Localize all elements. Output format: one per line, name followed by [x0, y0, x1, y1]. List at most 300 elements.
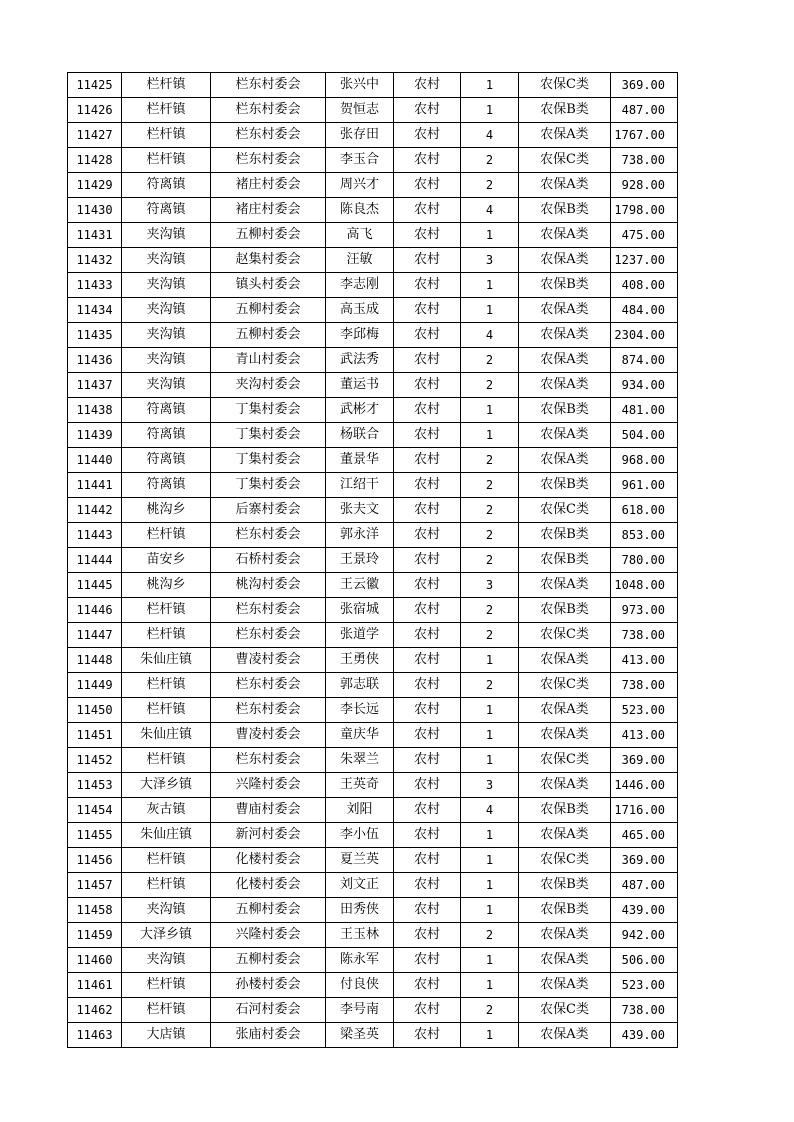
- cell-count: 1: [461, 698, 519, 723]
- cell-id: 11433: [68, 273, 122, 298]
- cell-area: 农村: [394, 148, 461, 173]
- table-row: [68, 873, 678, 898]
- table-row: [68, 498, 678, 523]
- cell-category: 农保C类: [519, 748, 611, 773]
- cell-name: 王云徽: [326, 573, 394, 598]
- cell-name: 付良侠: [326, 973, 394, 998]
- cell-amount: 523.00: [611, 698, 678, 723]
- cell-id: 11446: [68, 598, 122, 623]
- cell-village: 栏东村委会: [211, 148, 326, 173]
- table-row: [68, 948, 678, 973]
- cell-category: 农保B类: [519, 523, 611, 548]
- cell-count: 2: [461, 448, 519, 473]
- cell-category: 农保B类: [519, 548, 611, 573]
- cell-count: 1: [461, 73, 519, 98]
- cell-town: 夹沟镇: [122, 323, 211, 348]
- cell-town: 符离镇: [122, 448, 211, 473]
- cell-count: 2: [461, 623, 519, 648]
- cell-id: 11430: [68, 198, 122, 223]
- cell-count: 2: [461, 373, 519, 398]
- cell-name: 张存田: [326, 123, 394, 148]
- cell-amount: 1237.00: [611, 248, 678, 273]
- cell-amount: 484.00: [611, 298, 678, 323]
- cell-category: 农保A类: [519, 648, 611, 673]
- cell-category: 农保B类: [519, 473, 611, 498]
- table-row: [68, 123, 678, 148]
- cell-town: 栏杆镇: [122, 998, 211, 1023]
- subsidy-table: [67, 72, 678, 1048]
- cell-area: 农村: [394, 548, 461, 573]
- table-row: [68, 73, 678, 98]
- cell-area: 农村: [394, 423, 461, 448]
- cell-id: 11441: [68, 473, 122, 498]
- cell-town: 栏杆镇: [122, 673, 211, 698]
- cell-category: 农保A类: [519, 973, 611, 998]
- table-row: [68, 223, 678, 248]
- cell-count: 4: [461, 198, 519, 223]
- table-row: [68, 598, 678, 623]
- cell-village: 丁集村委会: [211, 473, 326, 498]
- cell-id: 11440: [68, 448, 122, 473]
- cell-category: 农保A类: [519, 348, 611, 373]
- cell-count: 2: [461, 998, 519, 1023]
- cell-category: 农保A类: [519, 248, 611, 273]
- cell-amount: 413.00: [611, 648, 678, 673]
- cell-count: 2: [461, 148, 519, 173]
- cell-area: 农村: [394, 273, 461, 298]
- cell-village: 桃沟村委会: [211, 573, 326, 598]
- table-row: [68, 823, 678, 848]
- cell-amount: 523.00: [611, 973, 678, 998]
- cell-count: 1: [461, 823, 519, 848]
- table-row: [68, 723, 678, 748]
- cell-name: 陈永军: [326, 948, 394, 973]
- cell-amount: 465.00: [611, 823, 678, 848]
- cell-category: 农保A类: [519, 423, 611, 448]
- cell-area: 农村: [394, 498, 461, 523]
- table-row: [68, 473, 678, 498]
- cell-village: 曹凌村委会: [211, 723, 326, 748]
- cell-village: 褚庄村委会: [211, 198, 326, 223]
- cell-name: 张夫文: [326, 498, 394, 523]
- cell-amount: 369.00: [611, 848, 678, 873]
- cell-town: 桃沟乡: [122, 573, 211, 598]
- cell-town: 夹沟镇: [122, 248, 211, 273]
- cell-category: 农保A类: [519, 923, 611, 948]
- cell-category: 农保C类: [519, 848, 611, 873]
- cell-area: 农村: [394, 173, 461, 198]
- cell-count: 3: [461, 573, 519, 598]
- table-row: [68, 98, 678, 123]
- cell-name: 王勇侠: [326, 648, 394, 673]
- cell-area: 农村: [394, 598, 461, 623]
- cell-village: 新河村委会: [211, 823, 326, 848]
- cell-count: 2: [461, 548, 519, 573]
- cell-amount: 968.00: [611, 448, 678, 473]
- cell-amount: 618.00: [611, 498, 678, 523]
- cell-id: 11427: [68, 123, 122, 148]
- cell-town: 栏杆镇: [122, 698, 211, 723]
- table-row: [68, 623, 678, 648]
- cell-category: 农保B类: [519, 798, 611, 823]
- cell-id: 11460: [68, 948, 122, 973]
- cell-count: 2: [461, 173, 519, 198]
- table-row: [68, 198, 678, 223]
- cell-amount: 780.00: [611, 548, 678, 573]
- cell-town: 栏杆镇: [122, 623, 211, 648]
- cell-town: 夹沟镇: [122, 348, 211, 373]
- cell-name: 杨联合: [326, 423, 394, 448]
- cell-village: 化楼村委会: [211, 873, 326, 898]
- table-row: [68, 398, 678, 423]
- cell-village: 夹沟村委会: [211, 373, 326, 398]
- cell-village: 丁集村委会: [211, 398, 326, 423]
- table-row: [68, 273, 678, 298]
- table-body: [68, 73, 678, 1048]
- cell-category: 农保A类: [519, 948, 611, 973]
- cell-amount: 942.00: [611, 923, 678, 948]
- cell-category: 农保A类: [519, 773, 611, 798]
- cell-category: 农保B类: [519, 198, 611, 223]
- cell-amount: 504.00: [611, 423, 678, 448]
- cell-town: 符离镇: [122, 423, 211, 448]
- cell-amount: 738.00: [611, 998, 678, 1023]
- cell-category: 农保B类: [519, 98, 611, 123]
- cell-town: 符离镇: [122, 198, 211, 223]
- cell-count: 2: [461, 348, 519, 373]
- cell-village: 兴隆村委会: [211, 923, 326, 948]
- cell-name: 李邱梅: [326, 323, 394, 348]
- cell-id: 11463: [68, 1023, 122, 1048]
- cell-amount: 475.00: [611, 223, 678, 248]
- cell-category: 农保A类: [519, 698, 611, 723]
- cell-id: 11459: [68, 923, 122, 948]
- cell-area: 农村: [394, 973, 461, 998]
- table-row: [68, 973, 678, 998]
- cell-area: 农村: [394, 648, 461, 673]
- cell-area: 农村: [394, 223, 461, 248]
- cell-village: 五柳村委会: [211, 898, 326, 923]
- cell-amount: 1798.00: [611, 198, 678, 223]
- cell-count: 2: [461, 523, 519, 548]
- cell-village: 石桥村委会: [211, 548, 326, 573]
- cell-name: 郭永洋: [326, 523, 394, 548]
- table-row: [68, 298, 678, 323]
- cell-category: 农保A类: [519, 123, 611, 148]
- cell-village: 栏东村委会: [211, 598, 326, 623]
- cell-amount: 1446.00: [611, 773, 678, 798]
- cell-id: 11445: [68, 573, 122, 598]
- table-row: [68, 798, 678, 823]
- cell-area: 农村: [394, 448, 461, 473]
- cell-count: 1: [461, 98, 519, 123]
- cell-id: 11447: [68, 623, 122, 648]
- cell-town: 符离镇: [122, 473, 211, 498]
- cell-count: 4: [461, 123, 519, 148]
- cell-village: 兴隆村委会: [211, 773, 326, 798]
- cell-id: 11444: [68, 548, 122, 573]
- cell-id: 11432: [68, 248, 122, 273]
- cell-category: 农保C类: [519, 673, 611, 698]
- cell-town: 大泽乡镇: [122, 923, 211, 948]
- cell-id: 11461: [68, 973, 122, 998]
- cell-name: 王玉林: [326, 923, 394, 948]
- cell-village: 丁集村委会: [211, 448, 326, 473]
- cell-town: 朱仙庄镇: [122, 648, 211, 673]
- cell-village: 栏东村委会: [211, 623, 326, 648]
- table-row: [68, 548, 678, 573]
- cell-name: 贺恒志: [326, 98, 394, 123]
- cell-village: 后寨村委会: [211, 498, 326, 523]
- cell-amount: 738.00: [611, 673, 678, 698]
- cell-name: 董景华: [326, 448, 394, 473]
- cell-count: 1: [461, 648, 519, 673]
- cell-category: 农保A类: [519, 573, 611, 598]
- cell-village: 青山村委会: [211, 348, 326, 373]
- cell-village: 五柳村委会: [211, 323, 326, 348]
- cell-area: 农村: [394, 98, 461, 123]
- table-row: [68, 898, 678, 923]
- cell-count: 1: [461, 973, 519, 998]
- table-row: [68, 1023, 678, 1048]
- cell-name: 李志刚: [326, 273, 394, 298]
- cell-name: 李小伍: [326, 823, 394, 848]
- cell-id: 11458: [68, 898, 122, 923]
- cell-town: 朱仙庄镇: [122, 723, 211, 748]
- cell-amount: 973.00: [611, 598, 678, 623]
- cell-amount: 369.00: [611, 748, 678, 773]
- cell-area: 农村: [394, 698, 461, 723]
- cell-town: 栏杆镇: [122, 148, 211, 173]
- cell-amount: 961.00: [611, 473, 678, 498]
- cell-count: 1: [461, 898, 519, 923]
- cell-id: 11449: [68, 673, 122, 698]
- cell-town: 夹沟镇: [122, 373, 211, 398]
- cell-category: 农保B类: [519, 598, 611, 623]
- cell-count: 1: [461, 873, 519, 898]
- cell-area: 农村: [394, 623, 461, 648]
- cell-village: 丁集村委会: [211, 423, 326, 448]
- cell-category: 农保B类: [519, 273, 611, 298]
- cell-area: 农村: [394, 198, 461, 223]
- cell-village: 化楼村委会: [211, 848, 326, 873]
- cell-area: 农村: [394, 123, 461, 148]
- cell-village: 褚庄村委会: [211, 173, 326, 198]
- cell-name: 张兴中: [326, 73, 394, 98]
- cell-id: 11426: [68, 98, 122, 123]
- cell-area: 农村: [394, 723, 461, 748]
- cell-name: 董运书: [326, 373, 394, 398]
- cell-town: 夹沟镇: [122, 298, 211, 323]
- cell-category: 农保A类: [519, 723, 611, 748]
- cell-name: 童庆华: [326, 723, 394, 748]
- cell-name: 陈良杰: [326, 198, 394, 223]
- cell-area: 农村: [394, 523, 461, 548]
- cell-area: 农村: [394, 798, 461, 823]
- cell-category: 农保A类: [519, 223, 611, 248]
- cell-id: 11462: [68, 998, 122, 1023]
- cell-town: 桃沟乡: [122, 498, 211, 523]
- cell-village: 曹凌村委会: [211, 648, 326, 673]
- table-row: [68, 848, 678, 873]
- cell-town: 栏杆镇: [122, 98, 211, 123]
- cell-id: 11451: [68, 723, 122, 748]
- cell-village: 栏东村委会: [211, 73, 326, 98]
- cell-area: 农村: [394, 473, 461, 498]
- cell-count: 2: [461, 598, 519, 623]
- cell-area: 农村: [394, 398, 461, 423]
- cell-town: 栏杆镇: [122, 73, 211, 98]
- cell-amount: 738.00: [611, 623, 678, 648]
- cell-name: 李玉合: [326, 148, 394, 173]
- cell-amount: 853.00: [611, 523, 678, 548]
- cell-village: 石河村委会: [211, 998, 326, 1023]
- cell-count: 1: [461, 723, 519, 748]
- cell-town: 栏杆镇: [122, 123, 211, 148]
- table-row: [68, 373, 678, 398]
- cell-id: 11431: [68, 223, 122, 248]
- cell-name: 高飞: [326, 223, 394, 248]
- table-row: [68, 648, 678, 673]
- table-row: [68, 523, 678, 548]
- cell-town: 苗安乡: [122, 548, 211, 573]
- cell-name: 张道学: [326, 623, 394, 648]
- cell-category: 农保C类: [519, 148, 611, 173]
- cell-count: 1: [461, 223, 519, 248]
- cell-name: 王英奇: [326, 773, 394, 798]
- cell-count: 1: [461, 298, 519, 323]
- cell-town: 栏杆镇: [122, 848, 211, 873]
- cell-id: 11438: [68, 398, 122, 423]
- cell-village: 栏东村委会: [211, 698, 326, 723]
- table-row: [68, 773, 678, 798]
- cell-town: 大泽乡镇: [122, 773, 211, 798]
- cell-village: 五柳村委会: [211, 298, 326, 323]
- cell-area: 农村: [394, 73, 461, 98]
- cell-id: 11439: [68, 423, 122, 448]
- cell-amount: 1048.00: [611, 573, 678, 598]
- cell-category: 农保C类: [519, 623, 611, 648]
- cell-id: 11442: [68, 498, 122, 523]
- cell-village: 五柳村委会: [211, 223, 326, 248]
- cell-name: 张宿城: [326, 598, 394, 623]
- cell-count: 3: [461, 773, 519, 798]
- cell-id: 11455: [68, 823, 122, 848]
- cell-area: 农村: [394, 823, 461, 848]
- cell-name: 郭志联: [326, 673, 394, 698]
- cell-count: 2: [461, 673, 519, 698]
- cell-count: 4: [461, 323, 519, 348]
- table-row: [68, 323, 678, 348]
- cell-town: 栏杆镇: [122, 748, 211, 773]
- cell-amount: 408.00: [611, 273, 678, 298]
- cell-count: 1: [461, 423, 519, 448]
- cell-name: 汪敏: [326, 248, 394, 273]
- cell-town: 栏杆镇: [122, 973, 211, 998]
- cell-id: 11437: [68, 373, 122, 398]
- cell-count: 1: [461, 948, 519, 973]
- table-row: [68, 448, 678, 473]
- cell-village: 五柳村委会: [211, 948, 326, 973]
- cell-area: 农村: [394, 573, 461, 598]
- cell-town: 大店镇: [122, 1023, 211, 1048]
- cell-name: 朱翠兰: [326, 748, 394, 773]
- cell-name: 田秀侠: [326, 898, 394, 923]
- cell-town: 栏杆镇: [122, 598, 211, 623]
- cell-category: 农保C类: [519, 498, 611, 523]
- cell-amount: 481.00: [611, 398, 678, 423]
- cell-name: 武彬才: [326, 398, 394, 423]
- cell-amount: 874.00: [611, 348, 678, 373]
- cell-town: 栏杆镇: [122, 523, 211, 548]
- table-row: [68, 698, 678, 723]
- cell-count: 2: [461, 923, 519, 948]
- cell-amount: 369.00: [611, 73, 678, 98]
- cell-town: 夹沟镇: [122, 223, 211, 248]
- cell-area: 农村: [394, 873, 461, 898]
- cell-id: 11457: [68, 873, 122, 898]
- cell-town: 夹沟镇: [122, 948, 211, 973]
- cell-village: 栏东村委会: [211, 673, 326, 698]
- cell-name: 梁圣英: [326, 1023, 394, 1048]
- cell-amount: 439.00: [611, 1023, 678, 1048]
- cell-amount: 1716.00: [611, 798, 678, 823]
- cell-count: 1: [461, 273, 519, 298]
- cell-category: 农保A类: [519, 323, 611, 348]
- cell-amount: 506.00: [611, 948, 678, 973]
- cell-amount: 2304.00: [611, 323, 678, 348]
- cell-name: 李长远: [326, 698, 394, 723]
- cell-name: 刘阳: [326, 798, 394, 823]
- cell-village: 张庙村委会: [211, 1023, 326, 1048]
- table-row: [68, 348, 678, 373]
- cell-village: 栏东村委会: [211, 523, 326, 548]
- cell-count: 1: [461, 848, 519, 873]
- table-row: [68, 923, 678, 948]
- cell-area: 农村: [394, 248, 461, 273]
- cell-amount: 487.00: [611, 98, 678, 123]
- table-row: [68, 173, 678, 198]
- cell-area: 农村: [394, 1023, 461, 1048]
- cell-id: 11425: [68, 73, 122, 98]
- cell-category: 农保A类: [519, 298, 611, 323]
- cell-village: 赵集村委会: [211, 248, 326, 273]
- cell-town: 栏杆镇: [122, 873, 211, 898]
- table-row: [68, 423, 678, 448]
- cell-area: 农村: [394, 348, 461, 373]
- cell-village: 栏东村委会: [211, 748, 326, 773]
- table-row: [68, 148, 678, 173]
- cell-id: 11450: [68, 698, 122, 723]
- cell-town: 夹沟镇: [122, 898, 211, 923]
- table-row: [68, 248, 678, 273]
- table-row: [68, 748, 678, 773]
- cell-amount: 928.00: [611, 173, 678, 198]
- table-row: [68, 573, 678, 598]
- cell-name: 武法秀: [326, 348, 394, 373]
- cell-area: 农村: [394, 773, 461, 798]
- cell-town: 夹沟镇: [122, 273, 211, 298]
- cell-town: 灰古镇: [122, 798, 211, 823]
- cell-town: 朱仙庄镇: [122, 823, 211, 848]
- cell-id: 11453: [68, 773, 122, 798]
- cell-name: 王景玲: [326, 548, 394, 573]
- cell-id: 11434: [68, 298, 122, 323]
- cell-id: 11456: [68, 848, 122, 873]
- cell-area: 农村: [394, 298, 461, 323]
- cell-amount: 738.00: [611, 148, 678, 173]
- cell-name: 李号南: [326, 998, 394, 1023]
